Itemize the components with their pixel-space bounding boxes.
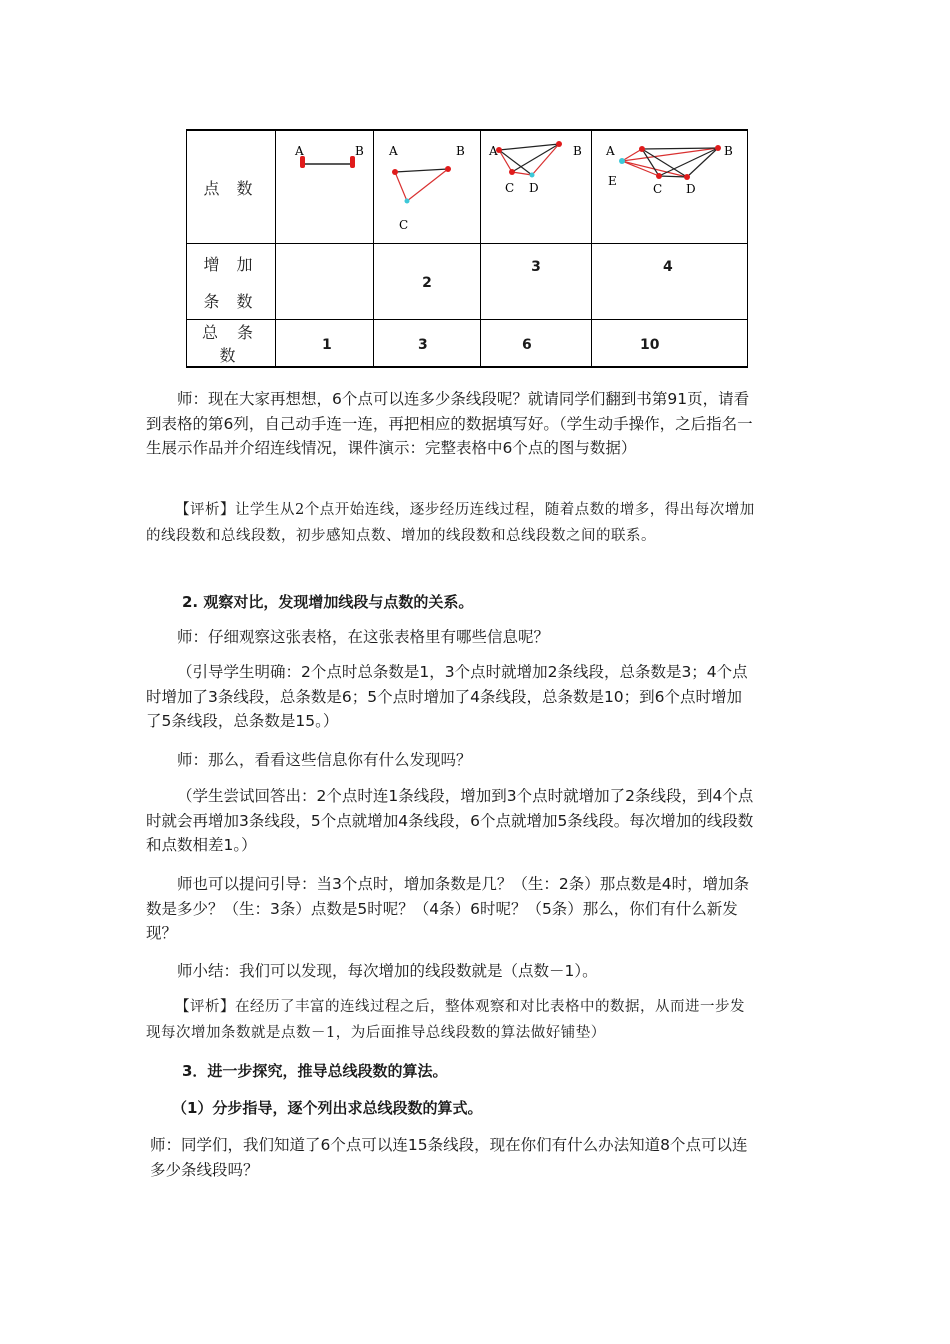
- row-label-added: 增 加 条 数: [187, 244, 276, 320]
- diagram-4-points: [481, 130, 592, 244]
- subsection-heading-1: （1）分步指导，逐个列出求总线段数的算式。: [172, 1099, 483, 1117]
- three-point-diagram: [374, 131, 481, 243]
- label-c: C: [505, 181, 515, 195]
- diagram-5-points: [592, 130, 748, 244]
- paragraph-guide-students: （引导学生明确：2个点时总条数是1，3个点时就增加2条线段，总条数是3；4个点时增加了3条线段，总条数是6；5个点时增加了4条线段，总条数是10；到6个点时增加了5条线段，总条数是15。）: [146, 663, 748, 730]
- label-b: B: [724, 144, 733, 158]
- label-c: C: [653, 182, 663, 196]
- paragraph-teacher-eight-points: 师：同学们，我们知道了6个点可以连15条线段，现在你们有什么办法知道8个点可以连多少条线段吗？: [150, 1136, 748, 1179]
- diagram-2-points: [276, 130, 374, 244]
- label-d: D: [529, 181, 539, 195]
- total-cell-4: 10: [592, 320, 748, 368]
- paragraph-teacher-six-points: 师：现在大家再想想，6个点可以连多少条线段呢？就请同学们翻到书第91页，请看到表格的第6列，自己动手连一连，再把相应的数据填写好。（学生动手操作，之后指名一生展示作品并介绍连线情况，课件演示：完整表格中6个点的图与数据）: [146, 390, 753, 457]
- total-cell-3: 6: [481, 320, 592, 368]
- added-cell-2: 2: [374, 244, 481, 320]
- total-cell-1: 1: [276, 320, 374, 368]
- section-heading-3: 3．进一步探究，推导总线段数的算法。: [182, 1062, 448, 1080]
- point-d: [684, 174, 690, 180]
- label-e: E: [608, 174, 617, 188]
- label-a: A: [606, 144, 615, 158]
- point-a: [639, 146, 645, 152]
- point-e: [619, 158, 625, 164]
- added-cell-3: 3: [481, 244, 592, 320]
- five-point-diagram: [592, 131, 748, 243]
- point-b: [556, 141, 562, 147]
- total-cell-2: 3: [374, 320, 481, 368]
- added-cell-1: [276, 244, 374, 320]
- label-d: D: [686, 182, 696, 196]
- paragraph-teacher-observe: 师：仔细观察这张表格，在这张表格里有哪些信息呢？: [177, 628, 550, 646]
- label-b: B: [355, 144, 364, 158]
- point-c: [509, 169, 515, 175]
- section-heading-2: 2. 观察对比，发现增加线段与点数的关系。: [182, 593, 474, 611]
- point-b: [715, 145, 721, 151]
- paragraph-teacher-prompt: 师也可以提问引导：当3个点时，增加条数是几？（生：2条）那点数是4时，增加条数是多少？（生：3条）点数是5时呢？（4条）6时呢？（5条）那么，你们有什么新发现？: [146, 875, 750, 942]
- label-a: A: [489, 144, 498, 158]
- paragraph-student-answer: （学生尝试回答出：2个点时连1条线段，增加到3个点时就增加了2条线段，到4个点时就会再增加3条线段，5个点就增加4条线段，6个点就增加5条线段。每次增加的线段数和点数相差1。）: [146, 787, 754, 854]
- diagram-3-points: [374, 130, 481, 244]
- point-c: [656, 173, 662, 179]
- row-label-points: 点 数: [187, 130, 276, 244]
- point-b: [445, 166, 451, 172]
- point-c: [405, 199, 410, 204]
- label-a: A: [295, 144, 304, 158]
- paragraph-commentary-1: 【评析】让学生从2个点开始连线，逐步经历连线过程，随着点数的增多，得出每次增加的线段数和总线段数，初步感知点数、增加的线段数和总线段数之间的联系。: [146, 502, 755, 544]
- label-b: B: [573, 144, 582, 158]
- two-point-diagram: [276, 131, 374, 243]
- label-b: B: [456, 144, 465, 158]
- row-label-total: 总 条 数: [187, 320, 276, 368]
- four-point-diagram: [481, 131, 592, 243]
- paragraph-teacher-summary: 师小结：我们可以发现，每次增加的线段数就是（点数－1）。: [177, 962, 598, 980]
- label-c: C: [399, 218, 409, 232]
- paragraph-commentary-2: 【评析】在经历了丰富的连线过程之后，整体观察和对比表格中的数据，从而进一步发现每次增加条数就是点数－1，为后面推导总线段数的算法做好铺垫）: [146, 999, 745, 1041]
- paragraph-teacher-discover: 师：那么，看看这些信息你有什么发现吗？: [177, 751, 472, 769]
- points-lines-table: [186, 129, 748, 368]
- added-cell-4: 4: [592, 244, 748, 320]
- point-d: [530, 173, 535, 178]
- point-a: [392, 169, 398, 175]
- label-a: A: [389, 144, 398, 158]
